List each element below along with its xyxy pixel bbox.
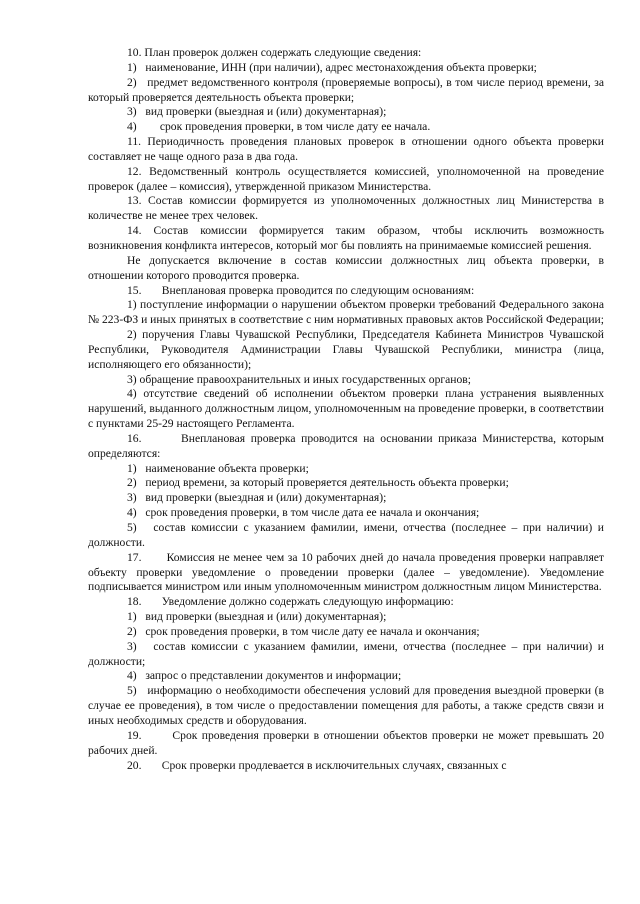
list-item: 2) поручения Главы Чувашской Республики, Председателя Кабинета Министров Чувашской Республики, Руководителя Администрации Главы Чувашской Республики, министра (лица, исполняющего его обязанности); — [88, 328, 604, 371]
paragraph-16: 16. Внеплановая проверка проводится на основании приказа Министерства, которым определяются: — [88, 431, 604, 460]
list-item: 2) период времени, за который проверяется деятельность объекта проверки; — [127, 476, 509, 490]
list-item: 1) вид проверки (выездная и (или) документарная); — [127, 610, 387, 624]
paragraph-12: 12. Ведомственный контроль осуществляется комиссией, уполномоченной на проведение проверок (далее – комиссия), утвержденной приказом Министерства. — [88, 164, 604, 193]
list-item: 5) информацию о необходимости обеспечения условий для проведения выездной проверки (в случае ее проведения), в том числе о предоставлении помещения для работы, а также средств связи и иных необходимых средств и оборудования. — [88, 684, 604, 727]
list-item: 2) предмет ведомственного контроля (проверяемые вопросы), в том числе период времени, за который проверяется деятельность объекта проверки; — [88, 75, 604, 104]
list-item: 5) состав комиссии с указанием фамилии, имени, отчества (последнее – при наличии) и должности. — [88, 521, 604, 549]
list-item: 3) обращение правоохранительных и иных государственных органов; — [127, 372, 471, 386]
paragraph: Не допускается включение в состав комиссии должностных лиц объекта проверки, в отношении которого проводится проверка. — [88, 253, 604, 282]
paragraph-18: 18. Уведомление должно содержать следующую информацию: — [127, 595, 454, 609]
list-item: 4) отсутствие сведений об исполнении объектом проверки плана устранения выявленных нарушений, выданного должностным лицом, уполномоченным на проведение проверки, в соответствии с пунктами 25-29 настоящего Регламента. — [88, 387, 604, 431]
paragraph-14: 14. Состав комиссии формируется таким образом, чтобы исключить возможность возникновения конфликта интересов, который мог бы повлиять на принимаемые комиссией решения. — [88, 224, 604, 252]
list-item: 1) поступление информации о нарушении объектом проверки требований Федерального закона № 223-ФЗ и иных принятых в соответствие с ним нормативных правовых актов Российской Федерации; — [88, 298, 604, 327]
list-item: 2) срок проведения проверки, в том числе дату ее начала и окончания; — [127, 624, 480, 638]
paragraph-17: 17. Комиссия не менее чем за 10 рабочих дней до начала проведения проверки направляет объекту проверки уведомление о проведении проверки (далее – уведомление). Уведомление подписывается министром или иным уполномоченным министром должностным лицом Министерства. — [88, 550, 604, 594]
list-item: 3) вид проверки (выездная и (или) документарная); — [127, 105, 387, 119]
paragraph-20: 20. Срок проверки продлевается в исключительных случаях, связанных с — [127, 758, 507, 772]
document-body — [88, 46, 604, 773]
list-item: 1) наименование объекта проверки; — [127, 461, 309, 475]
list-item: 1) наименование, ИНН (при наличии), адрес местонахождения объекта проверки; — [127, 60, 537, 74]
paragraph-15: 15. Внеплановая проверка проводится по следующим основаниям: — [127, 283, 475, 297]
paragraph-10: 10. План проверок должен содержать следующие сведения: — [127, 46, 422, 59]
paragraph-11: 11. Периодичность проведения плановых проверок в отношении одного объекта проверки составляет не чаще одного раза в два года. — [88, 135, 604, 163]
paragraph-13: 13. Состав комиссии формируется из уполномоченных должностных лиц Министерства в количестве не менее трех человек. — [88, 194, 604, 223]
paragraph-19: 19. Срок проведения проверки в отношении объектов проверки не может превышать 20 рабочих дней. — [88, 728, 604, 757]
list-item: 4) срок проведения проверки, в том числе дату ее начала. — [127, 120, 431, 134]
list-item: 4) срок проведения проверки, в том числе дата ее начала и окончания; — [127, 506, 480, 520]
list-item: 3) вид проверки (выездная и (или) документарная); — [127, 491, 387, 505]
list-item: 4) запрос о представлении документов и информации; — [127, 669, 402, 683]
list-item: 3) состав комиссии с указанием фамилии, имени, отчества (последнее – при наличии) и должности; — [88, 639, 604, 668]
